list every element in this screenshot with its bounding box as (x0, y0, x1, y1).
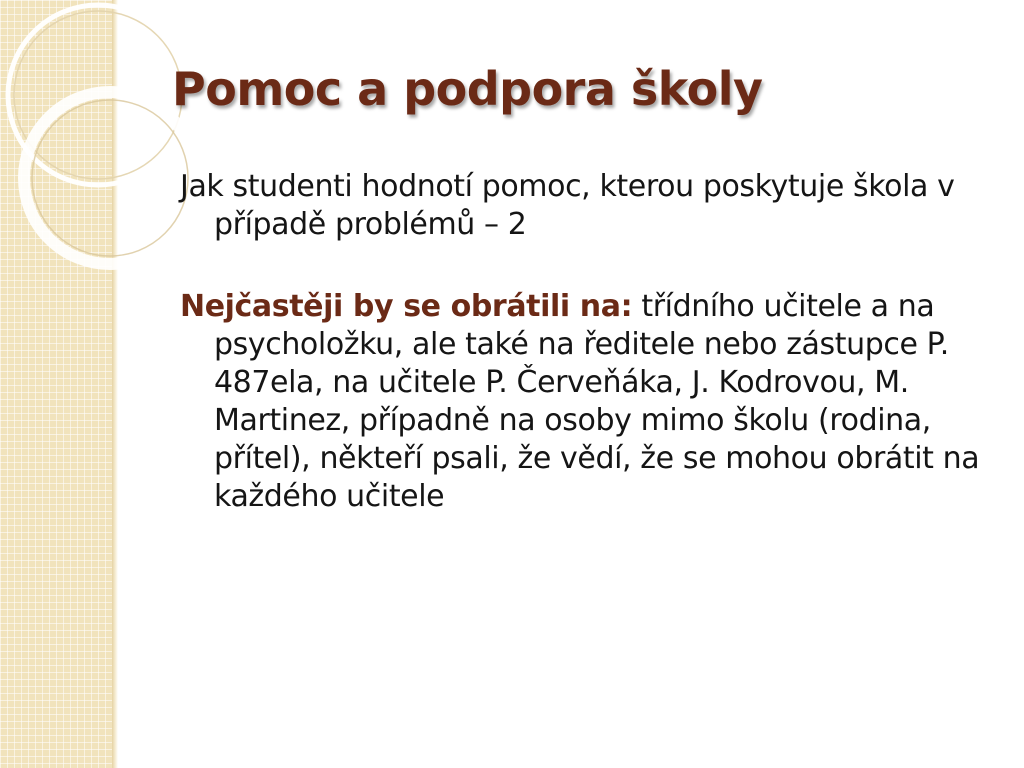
decorative-rings-icon (0, 0, 200, 260)
slide-body (180, 168, 990, 516)
paragraph-2-text: třídního učitele a na psycholožku, ale také na ředitele nebo zástupce P. 487ela, na učitele P. Červeňáka, J. Kodrovou, M. Martinez, případně na osoby mimo školu (rodina, přítel), někteří psali, že vědí, že se mohou obrátit na každého učitele (214, 289, 980, 514)
paragraph-2-lead: Nejčastěji by se obrátili na: (180, 289, 633, 324)
slide-title: Pomoc a podpora školy (172, 62, 763, 116)
body-paragraph-1 (180, 168, 990, 244)
body-paragraph-2 (180, 288, 990, 516)
paragraph-1-text: Jak studenti hodnotí pomoc, kterou poskytuje škola v případě problémů – 2 (180, 169, 955, 242)
